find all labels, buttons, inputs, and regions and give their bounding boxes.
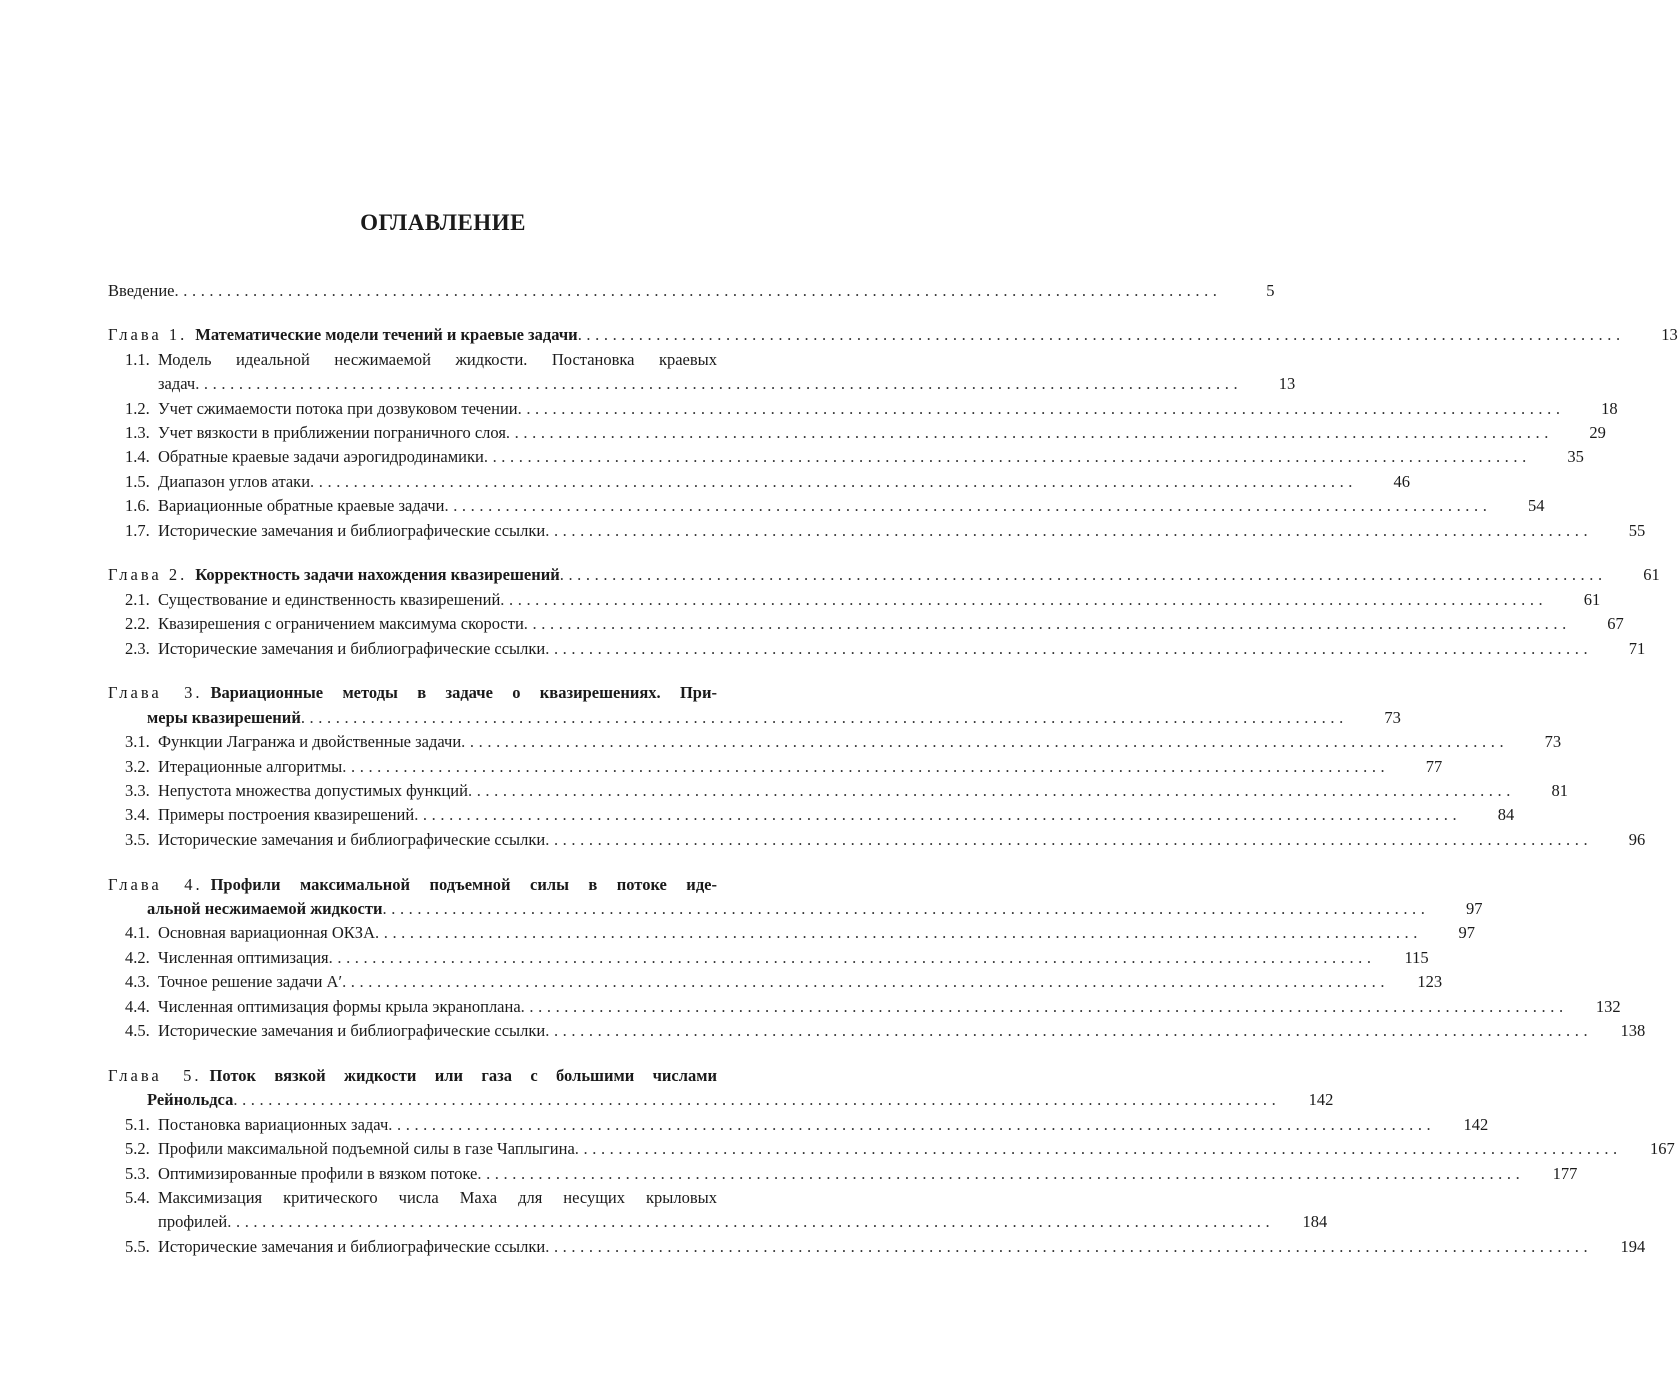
chapter-block: [108, 873, 1646, 1044]
section-entry-text: [125, 519, 545, 543]
page-number: 177: [1552, 1163, 1578, 1183]
section-entry-text: [125, 637, 545, 661]
dot-leader: ........................................................................................................................: [467, 781, 1515, 801]
section-title: Итерационные алгоритмы: [158, 756, 343, 776]
section-entry-text: [125, 1186, 717, 1210]
section-title: Постановка вариационных задач: [158, 1114, 389, 1134]
dot-leader: ........................................................................................................................: [574, 1139, 1622, 1159]
section-entry[interactable]: [108, 828, 1646, 852]
section-entry[interactable]: [108, 1235, 1646, 1259]
page-number: 138: [1620, 1021, 1646, 1041]
section-number: 1.7.: [125, 520, 150, 540]
chapter-heading[interactable]: [108, 897, 1483, 921]
section-entry-text: [125, 397, 518, 421]
section-entry[interactable]: [108, 921, 1475, 945]
section-entry[interactable]: [108, 1186, 770, 1210]
section-entry[interactable]: [108, 730, 1562, 754]
section-title: Функции Лагранжа и двойственные задачи: [158, 732, 462, 752]
section-entry[interactable]: [108, 1019, 1646, 1043]
section-title: Исторические замечания и библиографические ссылки: [158, 638, 546, 658]
chapter-label: Глава 1.: [108, 325, 188, 345]
dot-leader: ........................................................................................................................: [545, 829, 1593, 849]
dot-leader: ........................................................................................................................: [483, 447, 1531, 467]
section-title: Численная оптимизация формы крыла экраноплана: [158, 996, 521, 1016]
page-number: 194: [1620, 1236, 1646, 1256]
chapter-title: Профили максимальной подъемной силы в потоке иде-: [210, 874, 717, 894]
section-entry[interactable]: [108, 519, 1646, 543]
chapter-heading[interactable]: [108, 873, 770, 897]
section-entry-text: [125, 1235, 545, 1259]
toc-entry-intro-text: [108, 279, 175, 303]
section-entry[interactable]: [108, 612, 1624, 636]
section-entry[interactable]: [108, 494, 1545, 518]
dot-leader: ........................................................................................................................: [342, 756, 1390, 776]
section-title: задач: [158, 374, 196, 394]
page-number: 54: [1527, 496, 1545, 516]
chapter-heading-text: [108, 323, 578, 347]
section-number: 2.1.: [125, 589, 150, 609]
dot-leader: ........................................................................................................................: [444, 496, 1492, 516]
section-title: профилей: [158, 1212, 228, 1232]
section-entry[interactable]: [108, 1137, 1675, 1161]
section-number: 5.4.: [125, 1187, 150, 1207]
section-title: Существование и единственность квазирешений: [158, 589, 501, 609]
section-number: 1.4.: [125, 447, 150, 467]
section-number: 2.2.: [125, 614, 150, 634]
chapter-heading[interactable]: [108, 681, 770, 705]
section-number: 2.3.: [125, 638, 150, 658]
section-title: Исторические замечания и библиографические ссылки: [158, 1021, 546, 1041]
section-title: Численная оптимизация: [158, 947, 329, 967]
section-entry[interactable]: [108, 755, 1443, 779]
page-number: 13: [1661, 325, 1678, 345]
chapter-title: Вариационные методы в задаче о квазирешениях. При-: [210, 683, 717, 703]
page-number: 18: [1601, 398, 1618, 418]
chapter-label: Глава 4.: [108, 874, 203, 894]
section-number: 5.5.: [125, 1236, 150, 1256]
section-entry[interactable]: [108, 779, 1568, 803]
section-number: 4.4.: [125, 996, 150, 1016]
page-number: 73: [1384, 707, 1401, 727]
chapter-title: Математические модели течений и краевые задачи: [195, 325, 578, 345]
page-number: 29: [1589, 422, 1606, 442]
section-entry[interactable]: [108, 421, 1606, 445]
chapter-title: Поток вязкой жидкости или газа с большими числами: [209, 1065, 717, 1085]
section-title: Исторические замечания и библиографические ссылки: [158, 520, 546, 540]
section-title: Основная вариационная ОКЗА: [158, 923, 375, 943]
section-entry[interactable]: [108, 946, 1429, 970]
section-title: Максимизация критического числа Маха для несущих крыловых: [158, 1187, 717, 1207]
section-entry[interactable]: [108, 372, 1296, 396]
chapter-title: меры квазирешений: [147, 707, 301, 727]
dot-leader: ........................................................................................................................: [174, 281, 1222, 300]
section-entry[interactable]: [108, 588, 1601, 612]
page-number: 77: [1425, 756, 1443, 776]
chapter-block: [108, 681, 1646, 852]
section-entry-text: [125, 730, 461, 754]
section-number: 4.5.: [125, 1021, 150, 1041]
chapter-heading[interactable]: [108, 1088, 1334, 1112]
section-number: 5.1.: [125, 1114, 150, 1134]
section-number: 3.4.: [125, 805, 150, 825]
section-number: 5.3.: [125, 1163, 150, 1183]
page-title: ОГЛАВЛЕНИЕ: [360, 210, 526, 235]
section-entry-text: [125, 803, 414, 827]
dot-leader: ........................................................................................................................: [382, 899, 1430, 919]
entry-title: Введение: [108, 281, 175, 300]
dot-leader: ........................................................................................................................: [461, 732, 1509, 752]
dot-leader: ........................................................................................................................: [414, 805, 1462, 825]
section-entry-text: [125, 1019, 545, 1043]
section-number: 3.3.: [125, 781, 150, 801]
chapter-label: Глава 3.: [108, 683, 203, 703]
dot-leader: ........................................................................................................................: [523, 614, 1571, 634]
chapter-heading[interactable]: [108, 563, 1660, 587]
dot-leader: ........................................................................................................................: [300, 707, 1348, 727]
page-number: 81: [1551, 781, 1568, 801]
chapter-heading-text: [108, 1064, 717, 1088]
section-title: Исторические замечания и библиографические ссылки: [158, 829, 546, 849]
page-number: 97: [1458, 923, 1475, 943]
dot-leader: ........................................................................................................................: [577, 325, 1625, 345]
dot-leader: ........................................................................................................................: [375, 923, 1422, 943]
page-number: 132: [1595, 996, 1621, 1016]
section-entry-text: [125, 779, 468, 803]
section-entry-text: [125, 470, 310, 494]
section-title: Диапазон углов атаки: [158, 471, 311, 491]
page-number: 73: [1544, 732, 1562, 752]
section-entry-text: [125, 1162, 477, 1186]
chapter-heading[interactable]: [108, 323, 1678, 347]
section-title: Исторические замечания и библиографические ссылки: [158, 1236, 546, 1256]
chapter-heading-text: [108, 681, 717, 705]
dot-leader: ........................................................................................................................: [545, 520, 1593, 540]
page-number: 142: [1308, 1090, 1334, 1110]
section-number: 1.1.: [125, 349, 150, 369]
dot-leader: ........................................................................................................................: [517, 398, 1565, 418]
section-entry[interactable]: [108, 1210, 1328, 1234]
section-title: Учет вязкости в приближении пограничного слоя: [158, 422, 506, 442]
section-number: 4.3.: [125, 972, 150, 992]
section-entry-text: [125, 348, 717, 372]
table-of-contents: [108, 279, 1678, 1280]
section-entry[interactable]: [108, 470, 1411, 494]
section-entry-text: [125, 445, 484, 469]
dot-leader: ........................................................................................................................: [520, 996, 1568, 1016]
dot-leader: ........................................................................................................................: [195, 374, 1243, 394]
section-entry-text: [125, 995, 521, 1019]
page-number: 71: [1628, 638, 1646, 658]
section-entry-text: [125, 421, 506, 445]
dot-leader: ........................................................................................................................: [545, 1236, 1593, 1256]
chapter-heading-text: [108, 873, 717, 897]
page-number: 13: [1278, 374, 1296, 394]
toc-entry-intro[interactable]: [108, 279, 1275, 303]
chapter-label: Глава 5.: [108, 1065, 202, 1085]
chapter-label: Глава 2.: [108, 565, 188, 585]
chapter-heading[interactable]: [108, 1064, 770, 1088]
page-number: 84: [1497, 805, 1515, 825]
chapter-title: Рейнольдса: [147, 1090, 234, 1110]
section-number: 1.5.: [125, 471, 150, 491]
section-title: Точное решение задачи A′: [158, 972, 343, 992]
section-entry-text: [125, 828, 545, 852]
dot-leader: ........................................................................................................................: [559, 565, 1607, 585]
section-entry[interactable]: [108, 397, 1618, 421]
page-number: 5: [1266, 281, 1275, 300]
section-number: 5.2.: [125, 1139, 150, 1159]
section-number: 4.2.: [125, 947, 150, 967]
page-number: 167: [1650, 1139, 1675, 1159]
section-number: 1.6.: [125, 496, 150, 516]
section-entry-text: [125, 970, 342, 994]
chapter-heading-text: [147, 897, 383, 921]
section-entry[interactable]: [108, 348, 770, 372]
section-entry-text: [125, 946, 329, 970]
page-number: 123: [1417, 972, 1443, 992]
section-entry-text: [125, 755, 342, 779]
section-number: 1.3.: [125, 422, 150, 442]
dot-leader: ........................................................................................................................: [545, 638, 1593, 658]
chapter-heading[interactable]: [108, 706, 1401, 730]
dot-leader: ........................................................................................................................: [500, 589, 1548, 609]
page-number: 35: [1567, 447, 1584, 467]
chapter-heading-text: [147, 706, 301, 730]
page-number: 142: [1463, 1114, 1489, 1134]
section-title: Оптимизированные профили в вязком потоке: [158, 1163, 478, 1183]
section-entry[interactable]: [108, 803, 1515, 827]
page-number: 184: [1302, 1212, 1328, 1232]
dot-leader: ........................................................................................................................: [505, 422, 1553, 442]
section-entry-text: [125, 588, 500, 612]
chapter-block: [108, 563, 1660, 661]
section-number: 4.1.: [125, 923, 150, 943]
page-number: 96: [1628, 829, 1646, 849]
section-entry[interactable]: [108, 1162, 1578, 1186]
section-entry-text: [158, 372, 195, 396]
toc-intro: [108, 279, 1275, 303]
dot-leader: ........................................................................................................................: [310, 471, 1358, 491]
chapter-block: [108, 323, 1678, 543]
section-number: 3.1.: [125, 732, 150, 752]
section-entry[interactable]: [108, 995, 1621, 1019]
section-entry-text: [158, 1210, 227, 1234]
section-number: 3.5.: [125, 829, 150, 849]
page-number: 115: [1404, 947, 1429, 967]
section-title: Квазирешения с ограничением максимума скорости: [158, 614, 524, 634]
section-title: Модель идеальной несжимаемой жидкости. Постановка краевых: [158, 349, 717, 369]
section-title: Непустота множества допустимых функций: [158, 781, 468, 801]
dot-leader: ........................................................................................................................: [342, 972, 1390, 992]
chapter-heading-text: [147, 1088, 233, 1112]
section-entry-text: [125, 494, 444, 518]
section-title: Обратные краевые задачи аэрогидродинамики: [158, 447, 484, 467]
dot-leader: ........................................................................................................................: [328, 947, 1376, 967]
section-entry-text: [125, 612, 524, 636]
page-number: 46: [1393, 471, 1411, 491]
section-number: 1.2.: [125, 398, 150, 418]
section-entry[interactable]: [108, 970, 1443, 994]
section-entry[interactable]: [108, 637, 1646, 661]
chapter-block: [108, 1064, 1675, 1259]
page-number: 97: [1466, 899, 1483, 919]
section-title: Примеры построения квазирешений: [158, 805, 415, 825]
chapter-heading-text: [108, 563, 560, 587]
chapter-title: альной несжимаемой жидкости: [147, 899, 383, 919]
section-number: 3.2.: [125, 756, 150, 776]
section-entry[interactable]: [108, 445, 1584, 469]
section-title: Профили максимальной подъемной силы в газе Чаплыгина: [158, 1139, 575, 1159]
section-entry[interactable]: [108, 1113, 1489, 1137]
dot-leader: ........................................................................................................................: [545, 1021, 1593, 1041]
page-number: 61: [1643, 565, 1660, 585]
page-number: 55: [1628, 520, 1646, 540]
dot-leader: ........................................................................................................................: [227, 1212, 1275, 1232]
dot-leader: ........................................................................................................................: [233, 1090, 1281, 1110]
section-title: Учет сжимаемости потока при дозвуковом течении: [158, 398, 518, 418]
page-number: 61: [1583, 589, 1601, 609]
section-entry-text: [125, 1113, 388, 1137]
page-number: 67: [1607, 614, 1624, 634]
section-title: Вариационные обратные краевые задачи: [158, 496, 445, 516]
chapter-title: Корректность задачи нахождения квазирешений: [195, 565, 560, 585]
section-entry-text: [125, 921, 375, 945]
dot-leader: ........................................................................................................................: [388, 1114, 1436, 1134]
section-entry-text: [125, 1137, 575, 1161]
dot-leader: ........................................................................................................................: [477, 1163, 1525, 1183]
